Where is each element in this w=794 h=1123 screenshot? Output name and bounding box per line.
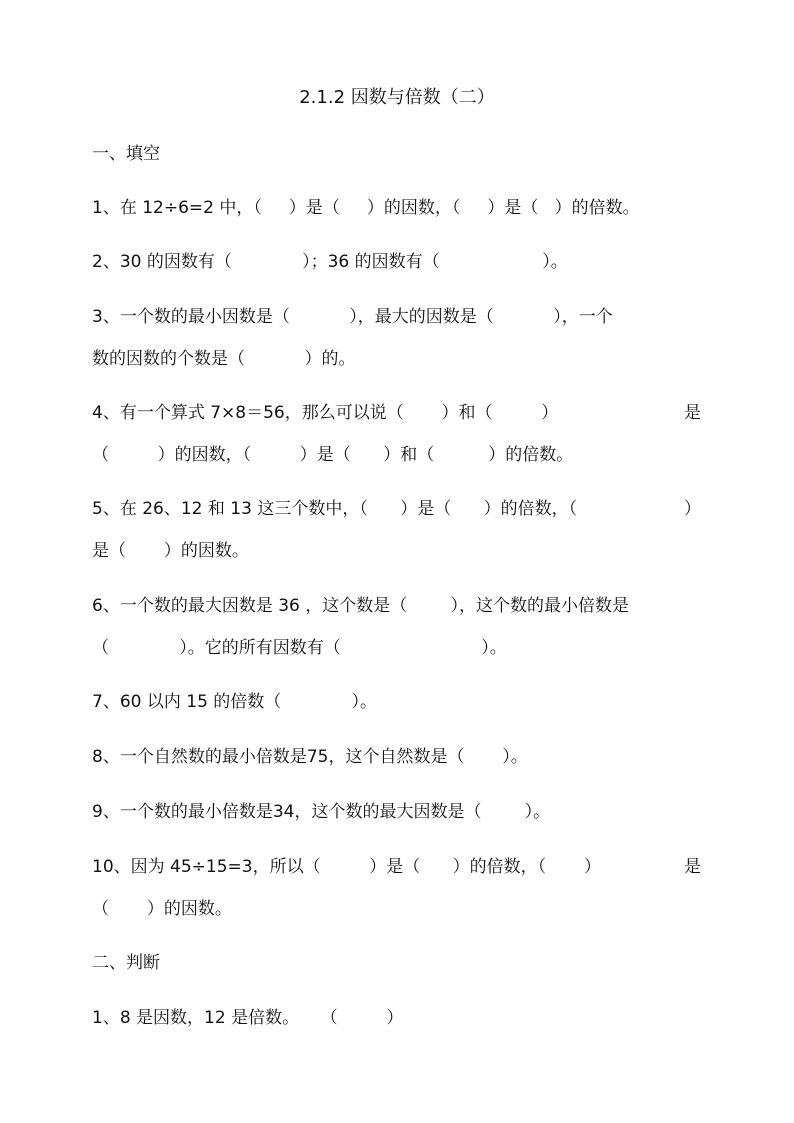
section-heading-judge: 二、判断 xyxy=(92,953,160,973)
question-10-line-2: （ ）的因数。 xyxy=(92,899,232,919)
question-9: 9、一个数的最小倍数是34，这个数的最大因数是（ ）。 xyxy=(92,802,551,822)
question-5-line-1-end: ） xyxy=(684,499,701,519)
question-3-line-2: 数的因数的个数是（ ）的。 xyxy=(92,349,356,369)
question-6-line-2: （ ）。它的所有因数有（ ）。 xyxy=(92,638,507,658)
question-5-line-1: 5、在 26、12 和 13 这三个数中，（ ）是（ ）的倍数，（ xyxy=(92,499,578,519)
question-8: 8、一个自然数的最小倍数是75，这个自然数是（ ）。 xyxy=(92,747,528,767)
judge-question-1: 1、8 是因数，12 是倍数。 （ ） xyxy=(92,1008,404,1028)
question-1: 1、在 12÷6=2 中，（ ）是（ ）的因数，（ ）是（ ）的倍数。 xyxy=(92,198,640,218)
question-6-line-1: 6、一个数的最大因数是 36 ，这个数是（ ），这个数的最小倍数是 xyxy=(92,596,629,616)
question-3-line-1: 3、一个数的最小因数是（ ），最大的因数是（ ），一个 xyxy=(92,307,613,327)
section-heading-fill-in: 一、填空 xyxy=(92,144,160,164)
page-title: 2.1.2 因数与倍数（二） xyxy=(299,87,495,108)
question-4-line-1-end: 是 xyxy=(684,403,701,423)
question-10-line-1: 10、因为 45÷15=3，所以（ ）是（ ）的倍数，（ ） xyxy=(92,857,601,877)
question-7: 7、60 以内 15 的倍数（ ）。 xyxy=(92,692,378,712)
question-2: 2、30 的因数有（ ）；36 的因数有（ ）。 xyxy=(92,252,568,272)
question-5-line-2: 是（ ）的因数。 xyxy=(92,541,249,561)
question-4-line-1: 4、有一个算式 7×8＝56，那么可以说（ ）和（ ） xyxy=(92,403,559,423)
question-4-line-2: （ ）的因数，（ ）是（ ）和（ ）的倍数。 xyxy=(92,445,574,465)
question-10-line-1-end: 是 xyxy=(684,857,701,877)
